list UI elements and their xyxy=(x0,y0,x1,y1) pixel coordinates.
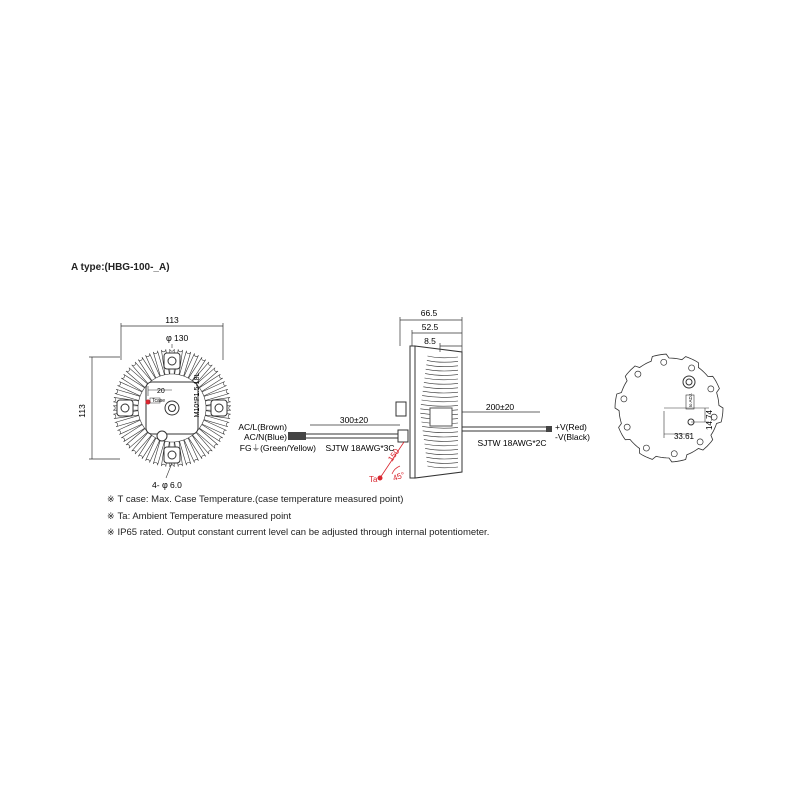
dim-width-label: 113 xyxy=(165,315,179,325)
note-item: ※ IP65 rated. Output constant current level can be adjusted through internal potentiometer. xyxy=(107,527,490,538)
note-marker-icon: ※ xyxy=(107,528,115,538)
mount-hole xyxy=(168,451,176,459)
back-hole xyxy=(624,424,630,430)
back-hole xyxy=(635,371,641,377)
note-item: ※ Ta: Ambient Temperature measured point xyxy=(107,510,292,522)
input-wire-ends xyxy=(288,432,306,440)
input-wire-label: AC/L(Brown) xyxy=(238,422,287,432)
note-marker-icon: ※ xyxy=(107,495,115,505)
note-item: ※ T case: Max. Case Temperature.(case temperature measured point) xyxy=(107,494,404,505)
ta-angle-label: 45° xyxy=(391,470,407,483)
gland-hole xyxy=(157,431,167,441)
side-body xyxy=(410,346,415,478)
output-wire-label: +V(Red) xyxy=(555,422,587,432)
input-cable-length: 300±20 xyxy=(339,415,369,425)
mount-holes-symbol: φ xyxy=(162,480,168,490)
back-dim-x-label: 33.61 xyxy=(673,432,695,441)
dim-rim-label: 8.5 xyxy=(424,336,436,346)
mount-holes-label: 6.0 xyxy=(170,480,182,490)
tc-label: Tcase xyxy=(152,398,166,404)
back-dim-y-label: 14.74 xyxy=(705,409,714,431)
ta-point xyxy=(378,476,383,481)
back-hole xyxy=(697,439,703,445)
mount-holes-prefix: 4- xyxy=(152,480,160,490)
side-view xyxy=(288,317,552,481)
input-wire-label: FG⏚(Green/Yellow) xyxy=(239,443,316,453)
side-label-window xyxy=(430,408,452,426)
back-hole xyxy=(689,365,695,371)
mount-hole xyxy=(168,357,176,365)
output-wire-label: -V(Black) xyxy=(555,432,590,442)
dim-diameter-symbol: φ xyxy=(166,333,172,343)
mount-hole xyxy=(215,404,223,412)
dim-tc-offset-label: 20 xyxy=(157,388,165,395)
back-hole xyxy=(671,451,677,457)
thread-label: M10*P1.5-18L xyxy=(194,372,201,418)
input-wire-label: AC/N(Blue) xyxy=(244,432,287,442)
output-cable-type: SJTW 18AWG*2C xyxy=(477,438,547,448)
drawing-title: A type:(HBG-100-_A) xyxy=(71,262,170,273)
notes xyxy=(107,492,489,542)
input-gland xyxy=(396,402,406,416)
dim-body-label: 52.5 xyxy=(421,322,439,332)
dim-diameter-label: 130 xyxy=(174,333,189,343)
ta-distance-label: 150 xyxy=(386,447,402,464)
input-cable-type: SJTW 18AWG*3C xyxy=(325,443,395,453)
back-hole xyxy=(643,445,649,451)
back-hole xyxy=(708,386,714,392)
dim-total-label: 66.5 xyxy=(420,308,438,318)
note-marker-icon: ※ xyxy=(107,511,115,522)
mount-hole xyxy=(121,404,129,412)
dim-height-label: 113 xyxy=(77,404,87,418)
back-hole xyxy=(621,396,627,402)
output-wire-ends xyxy=(546,426,552,432)
back-adj-label: Io ADJ. xyxy=(688,392,693,408)
back-view xyxy=(615,354,723,462)
back-hole xyxy=(661,359,667,365)
output-cable-length: 200±20 xyxy=(485,402,515,412)
ta-label: Ta xyxy=(369,475,378,484)
